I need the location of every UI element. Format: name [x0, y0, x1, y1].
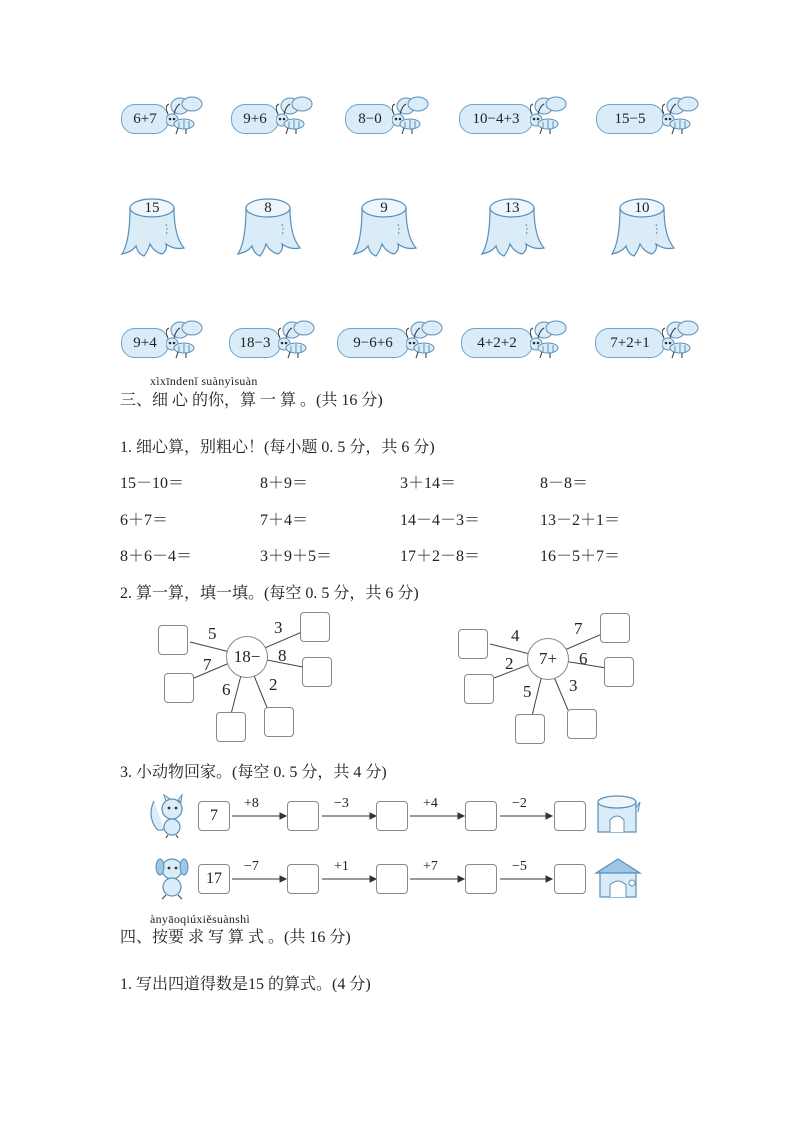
answer-box[interactable]: [567, 709, 597, 739]
section3-title: 三、细 心 的你，算 一 算 。(共 16 分): [120, 392, 383, 409]
answer-box[interactable]: [515, 714, 545, 744]
stump-number: 10: [634, 200, 650, 216]
s4-q1-title: 1. 写出四道得数是15 的算式。(4 分): [120, 976, 371, 993]
bee-expression[interactable]: 7+2+1: [595, 328, 665, 358]
answer-box[interactable]: [164, 673, 194, 703]
chain-op: −7: [244, 859, 259, 874]
wheel-number: 5: [523, 682, 532, 701]
problem[interactable]: 17＋2－8＝: [400, 548, 481, 565]
problem[interactable]: 6＋7＝: [120, 512, 169, 529]
problem[interactable]: 8－8＝: [540, 475, 589, 492]
chain-op: −2: [512, 796, 527, 811]
answer-box[interactable]: [264, 707, 294, 737]
squirrel-icon: [146, 793, 192, 839]
bee-icon: [406, 320, 446, 362]
stump-number: 8: [264, 200, 272, 216]
wheel-number: 2: [505, 654, 514, 673]
wheel-center: 18−: [226, 636, 268, 678]
q3-title: 3. 小动物回家。(每空 0. 5 分，共 4 分): [120, 764, 387, 781]
answer-box[interactable]: [464, 674, 494, 704]
answer-box[interactable]: [604, 657, 634, 687]
bee-icon: [278, 320, 318, 362]
problem[interactable]: 3＋9＋5＝: [260, 548, 333, 565]
problem[interactable]: 14－4－3＝: [400, 512, 481, 529]
answer-box[interactable]: [287, 864, 319, 894]
problem[interactable]: 3＋14＝: [400, 475, 457, 492]
answer-box[interactable]: [300, 612, 330, 642]
stump-number: 15: [144, 200, 160, 216]
bee-expression[interactable]: 9−6+6: [337, 328, 409, 358]
wheel-number: 8: [278, 646, 287, 665]
wheel-center: 7+: [527, 638, 569, 680]
chain-start: 7: [198, 801, 230, 831]
bee-icon: [530, 320, 570, 362]
answer-box[interactable]: [287, 801, 319, 831]
bee-icon: [662, 96, 702, 138]
stump-number: 9: [380, 200, 388, 216]
answer-box[interactable]: [600, 613, 630, 643]
problem[interactable]: 16－5＋7＝: [540, 548, 621, 565]
wheel-number: 7: [574, 619, 583, 638]
answer-box[interactable]: [216, 712, 246, 742]
chain-op: +4: [423, 796, 438, 811]
wheel-number: 4: [511, 626, 520, 645]
answer-box[interactable]: [158, 625, 188, 655]
stump-number: 13: [504, 200, 520, 216]
dog-house-icon: [590, 855, 646, 901]
dog-icon: [150, 855, 196, 901]
wheel-number: 7: [203, 655, 212, 674]
bee-expression[interactable]: 9+6: [231, 104, 279, 134]
chain-arrows: [228, 802, 598, 832]
answer-box[interactable]: [376, 864, 408, 894]
q1-title: 1. 细心算，别粗心！(每小题 0. 5 分，共 6 分): [120, 439, 435, 456]
bee-icon: [392, 96, 432, 138]
wheel-number: 5: [208, 624, 217, 643]
section4-pinyin: ànyāoqiúxiěsuànshì: [150, 912, 251, 926]
bee-expression[interactable]: 8−0: [345, 104, 395, 134]
answer-box[interactable]: [465, 801, 497, 831]
bee-icon: [166, 320, 206, 362]
chain-op: +1: [334, 859, 349, 874]
wheel-number: 3: [569, 676, 578, 695]
wheel-number: 2: [269, 675, 278, 694]
answer-box[interactable]: [554, 864, 586, 894]
wheel-number: 6: [222, 680, 231, 699]
bee-expression[interactable]: 15−5: [596, 104, 664, 134]
wheel-number: 6: [579, 649, 588, 668]
bee-expression[interactable]: 4+2+2: [461, 328, 533, 358]
answer-box[interactable]: [458, 629, 488, 659]
problem[interactable]: 13－2＋1＝: [540, 512, 621, 529]
q2-title: 2. 算一算，填一填。(每空 0. 5 分，共 6 分): [120, 585, 419, 602]
answer-box[interactable]: [465, 864, 497, 894]
chain-op: −3: [334, 796, 349, 811]
answer-box[interactable]: [376, 801, 408, 831]
bee-icon: [530, 96, 570, 138]
problem[interactable]: 8＋6－4＝: [120, 548, 193, 565]
chain-start: 17: [198, 864, 230, 894]
section3-pinyin: xìxīndenǐ suànyìsuàn: [150, 374, 258, 388]
bee-icon: [276, 96, 316, 138]
chain-op: +7: [423, 859, 438, 874]
problem[interactable]: 8＋9＝: [260, 475, 309, 492]
chain-op: −5: [512, 859, 527, 874]
chain-arrows: [228, 865, 598, 895]
bee-icon: [662, 320, 702, 362]
bee-icon: [166, 96, 206, 138]
chain-op: +8: [244, 796, 259, 811]
section4-title: 四、按要 求 写 算 式 。(共 16 分): [120, 929, 351, 946]
answer-box[interactable]: [554, 801, 586, 831]
bee-expression[interactable]: 10−4+3: [459, 104, 533, 134]
problem[interactable]: 7＋4＝: [260, 512, 309, 529]
stump-house-icon: [592, 792, 642, 836]
wheel-number: 3: [274, 618, 283, 637]
bee-expression[interactable]: 9+4: [121, 328, 169, 358]
bee-expression[interactable]: 6+7: [121, 104, 169, 134]
bee-expression[interactable]: 18−3: [229, 328, 281, 358]
problem[interactable]: 15－10＝: [120, 475, 185, 492]
answer-box[interactable]: [302, 657, 332, 687]
